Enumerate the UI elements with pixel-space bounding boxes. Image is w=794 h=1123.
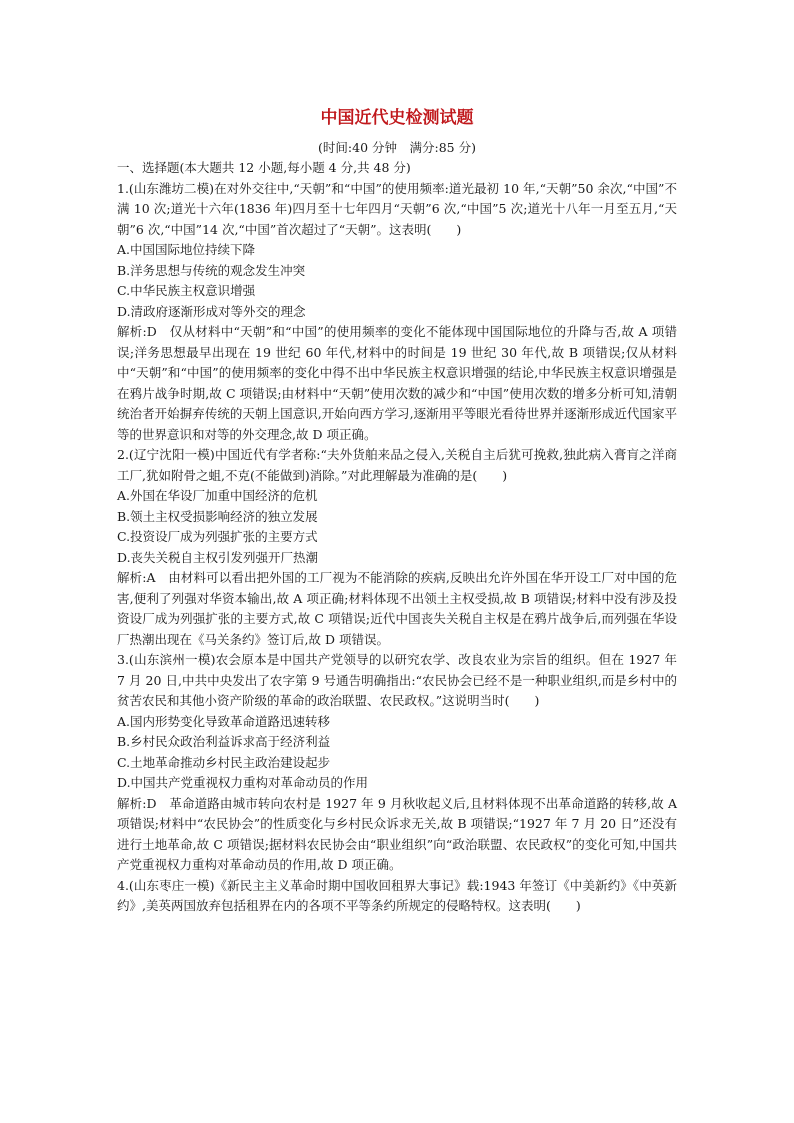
- answer-option: B.洋务思想与传统的观念发生冲突: [117, 262, 306, 278]
- question-stem: 2.(辽宁沈阳一模)中国近代有学者称:“夫外货舶来品之侵入,关税自主后犹可挽救,独此病入膏肓之洋商工厂,犹如附骨之蛆,不克(不能做到)消除。”对此理解最为准确的是( ): [117, 447, 677, 483]
- exam-meta: (时间:40 分钟 满分:85 分): [318, 140, 476, 155]
- answer-option: D.中国共产党重视权力重构对革命动员的作用: [117, 775, 369, 790]
- answer-option: D.丧失关税自主权引发列强开厂热潮: [117, 549, 319, 565]
- answer-option: A.国内形势变化导致革命道路迅速转移: [117, 713, 331, 729]
- answer-option: C.投资设厂成为列强扩张的主要方式: [117, 529, 318, 544]
- answer-analysis: 解析:A 由材料可以看出把外国的工厂视为不能消除的疾病,反映出允许外国在华开设工厂对中国的危害,便利了列强对华资本输出,故 A 项正确;材料体现不出领土主权受损,故 B 项错误;材料中没有涉及投资设厂成为列强扩张的主要方式,故 C 项错误;近代中国丧失关税自主权是在鸦片战争后,而列强在华设厂热潮出现在《马关条约》签订后,故 D 项错误。: [117, 570, 677, 647]
- answer-analysis: 解析:D 革命道路由城市转向农村是 1927 年 9 月秋收起义后,且材料体现不出革命道路的转移,故 A 项错误;材料中“农民协会”的性质变化与乡村民众诉求无关,故 B 项错误;“1927 年 7 月 20 日”还没有进行土地革命,故 C 项错误;据材料农民协会由“职业组织”向“政治联盟、农民政权”的变化可知,中国共产党重视权力重构对革命动员的作用,故 D 项正确。: [117, 795, 677, 872]
- answer-option: C.土地革命推动乡村民主政治建设起步: [117, 754, 331, 770]
- page-title: 中国近代史检测试题: [320, 108, 474, 128]
- answer-option: A.中国国际地位持续下降: [117, 242, 256, 257]
- answer-option: C.中华民族主权意识增强: [117, 283, 256, 298]
- answer-option: A.外国在华设厂加重中国经济的危机: [117, 488, 318, 503]
- question-stem: 1.(山东潍坊二模)在对外交往中,“天朝”和“中国”的使用频率:道光最初 10 年,“天朝”50 余次,“中国”不满 10 次;道光十六年(1836 年)四月至十七年四月“天朝”6 次,“中国”5 次;道光十八年一月至五月,“天朝”6 次,“中国”14 次,“中国”首次超过了“天朝”。这表明( ): [117, 180, 677, 237]
- document-page: [117, 104, 677, 917]
- answer-analysis: 解析:D 仅从材料中“天朝”和“中国”的使用频率的变化不能体现中国国际地位的升降与否,故 A 项错误;洋务思想最早出现在 19 世纪 60 年代,材料中的时间是 19 世纪 30 年代,故 B 项错误;仅从材料中“天朝”和“中国”的使用频率的变化中得不出中华民族主权意识增强的结论,中华民族主权意识增强是在鸦片战争时期,故 C 项错误;由材料中“天朝”使用次数的减少和“中国”使用次数的增多分析可知,清朝统治者开始摒弃传统的天朝上国意识,开始向西方学习,逐渐用平等眼光看待世界并逐渐形成近代国家平等的世界意识和对等的外交理念,故 D 项正确。: [117, 324, 677, 442]
- question-stem: 3.(山东滨州一模)农会原本是中国共产党领导的以研究农学、改良农业为宗旨的组织。但在 1927 年 7 月 20 日,中共中央发出了农字第 9 号通告明确指出:“农民协会已经不是一种职业组织,而是乡村中的贫苦农民和其他小资产阶级的革命的政治联盟、农民政权。”这说明当时( ): [117, 652, 677, 708]
- answer-option: B.领土主权受损影响经济的独立发展: [117, 508, 318, 524]
- answer-option: B.乡村民众政治利益诉求高于经济利益: [117, 734, 331, 749]
- answer-option: D.清政府逐渐形成对等外交的理念: [117, 303, 306, 319]
- section-heading: 一、选择题(本大题共 12 小题,每小题 4 分,共 48 分): [117, 160, 411, 175]
- question-stem: 4.(山东枣庄一模)《新民主主义革命时期中国收回租界大事记》载:1943 年签订《中美新约》《中英新约》,美英两国放弃包括租界在内的各项不平等条约所规定的侵略特权。这表明( ): [117, 877, 677, 913]
